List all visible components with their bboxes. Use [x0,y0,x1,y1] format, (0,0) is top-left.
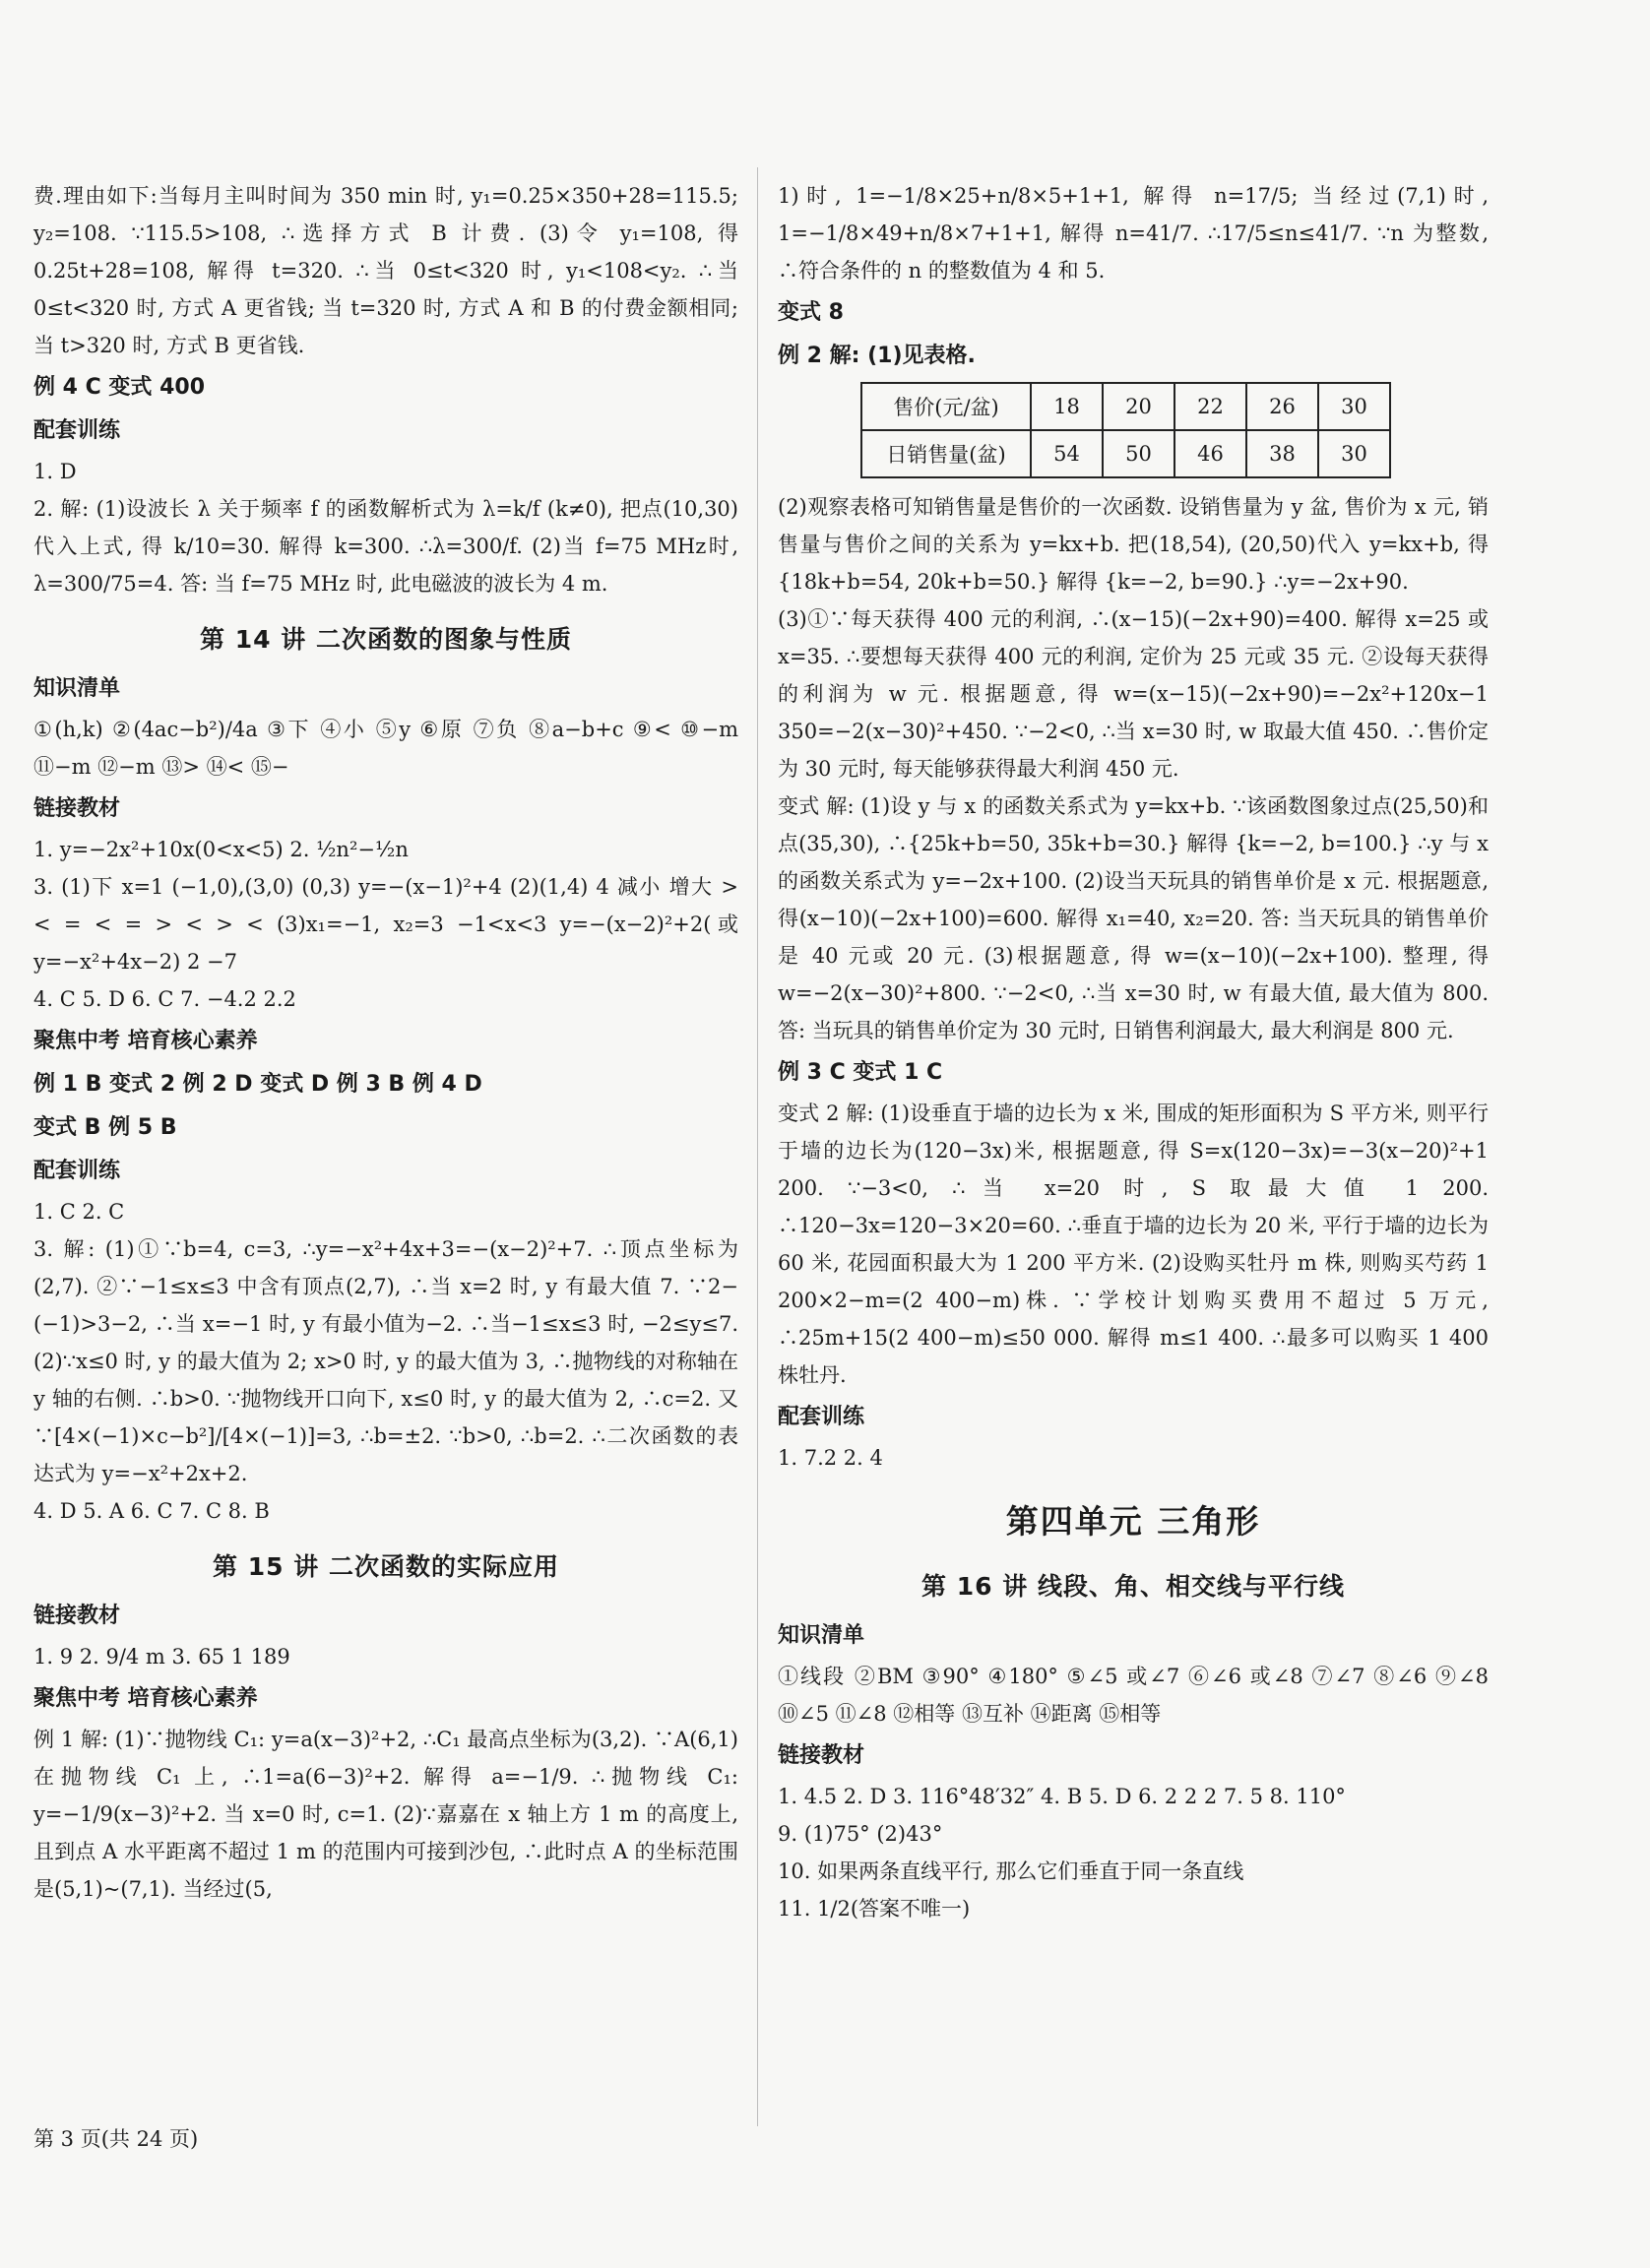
right-column-top [778,177,1489,376]
answer-paragraph: (2)观察表格可知销售量是售价的一次函数. 设销售量为 y 盆, 售价为 x 元, 销售量与售价之间的关系为 y=kx+b. 把(18,54), (20,50)代入 y=kx+b, 得 {18k+b=54, 20k+b=50.} 解得 {k=−2, b=90.} ∴y=−2x+90. [778,495,1489,594]
section-heading: 聚焦中考 培育核心素养 [33,1686,258,1711]
right-column [778,177,1489,1927]
answer-paragraph: 4. D 5. A 6. C 7. C 8. B [33,1499,270,1523]
column-divider [757,167,758,2126]
answer-paragraph: 1. D [33,460,77,483]
table-cell: 20 [1103,383,1174,430]
section-heading: 链接教材 [33,796,121,821]
answer-paragraph: 4. C 5. D 6. C 7. −4.2 2.2 [33,987,296,1011]
answer-paragraph: 变式 解: (1)设 y 与 x 的函数关系式为 y=kx+b. ∵该函数图象过点(25,50)和点(35,30), ∴{25k+b=50, 35k+b=30.} 解得 {k=−2, b=100.} ∴y 与 x 的函数关系式为 y=−2x+100. (2)设当天玩具的销售单价是 x 元. 根据题意, 得(x−10)(−2x+100)=600. 解得 x₁=40, x₂=20. 答: 当天玩具的销售单价是 40 元或 20 元. (3)根据题意, 得 w=(x−10)(−2x+100). 整理, 得 w=−2(x−30)²+800. ∵−2<0, ∴当 x=30 时, w 有最大值, 最大值为 800. 答: 当玩具的销售单价定为 30 元时, 日销售利润最大, 最大利润是 800 元. [778,794,1489,1042]
table-cell: 46 [1174,430,1246,477]
page-footer: 第 3 页(共 24 页) [33,2127,199,2151]
section-heading: 链接教材 [778,1743,865,1768]
section-heading: 知识清单 [778,1623,865,1648]
answer-paragraph: 费.理由如下:当每月主叫时间为 350 min 时, y₁=0.25×350+28=115.5; y₂=108. ∵115.5>108, ∴选择方式 B 计费. (3)令 y₁=108, 得 0.25t+28=108, 解得 t=320. ∴当 0≤t<320 时, y₁<108<y₂. ∴当 0≤t<320 时, 方式 A 更省钱; 当 t=320 时, 方式 A 和 B 的付费金额相同; 当 t>320 时, 方式 B 更省钱. [33,184,738,357]
table-row [861,383,1390,430]
section-heading: 配套训练 [778,1405,865,1429]
answer-paragraph: 9. (1)75° (2)43° [778,1822,943,1846]
lecture-title: 第 14 讲 二次函数的图象与性质 [200,625,572,654]
answer-paragraph: 10. 如果两条直线平行, 那么它们垂直于同一条直线 [778,1859,1244,1883]
answer-paragraph: 1. C 2. C [33,1200,125,1224]
section-heading: 例 3 C 变式 1 C [778,1060,943,1085]
sales-table [860,382,1391,478]
section-heading: 链接教材 [33,1604,121,1628]
answer-paragraph: 3. (1)下 x=1 (−1,0),(3,0) (0,3) y=−(x−1)²+4 (2)(1,4) 4 减小 增大 > < = < = > < > < (3)x₁=−1, x₂=3 −1<x<3 y=−(x−2)²+2(或 y=−x²+4x−2) 2 −7 [33,875,738,974]
answer-paragraph: 11. 1/2(答案不唯一) [778,1897,971,1921]
section-heading: 配套训练 [33,418,121,443]
section-heading: 变式 8 [778,300,844,325]
price-label-cell: 售价(元/盆) [861,383,1031,430]
table-cell: 26 [1246,383,1318,430]
section-heading: 例 2 解: (1)见表格. [778,344,976,368]
section-heading: 知识清单 [33,676,121,701]
table-cell: 18 [1031,383,1103,430]
answer-paragraph: 3. 解: (1)①∵b=4, c=3, ∴y=−x²+4x+3=−(x−2)²+7. ∴顶点坐标为(2,7). ②∵−1≤x≤3 中含有顶点(2,7), ∴当 x=2 时, y 有最大值 7. ∵2−(−1)>3−2, ∴当 x=−1 时, y 有最小值为−2. ∴当−1≤x≤3 时, −2≤y≤7. (2)∵x≤0 时, y 的最大值为 2; x>0 时, y 的最大值为 3, ∴抛物线的对称轴在 y 轴的右侧. ∴b>0. ∵抛物线开口向下, x≤0 时, y 的最大值为 2, ∴c=2. 又∵[4×(−1)×c−b²]/[4×(−1)]=3, ∴b=±2. ∵b>0, ∴b=2. ∴二次函数的表达式为 y=−x²+2x+2. [33,1237,738,1485]
answer-paragraph: 1. 7.2 2. 4 [778,1446,883,1470]
answer-paragraph: ①(h,k) ②(4ac−b²)/4a ③下 ④小 ⑤y ⑥原 ⑦负 ⑧a−b+c ⑨< ⑩−m ⑪−m ⑫−m ⑬> ⑭< ⑮− [33,718,738,779]
sales-label-cell: 日销售量(盆) [861,430,1031,477]
section-heading: 变式 B 例 5 B [33,1115,177,1140]
right-column-bottom [778,488,1489,1927]
answer-paragraph: 2. 解: (1)设波长 λ 关于频率 f 的函数解析式为 λ=k/f (k≠0), 把点(10,30)代入上式, 得 k/10=30. 解得 k=300. ∴λ=300/f. (2)当 f=75 MHz时, λ=300/75=4. 答: 当 f=75 MHz 时, 此电磁波的波长为 4 m. [33,497,738,596]
answer-paragraph: ①线段 ②BM ③90° ④180° ⑤∠5 或∠7 ⑥∠6 或∠8 ⑦∠7 ⑧∠6 ⑨∠8 ⑩∠5 ⑪∠8 ⑫相等 ⑬互补 ⑭距离 ⑮相等 [778,1665,1489,1726]
lecture-title: 第 16 讲 线段、角、相交线与平行线 [921,1572,1345,1601]
table-cell: 30 [1318,383,1390,430]
answer-paragraph: 例 1 解: (1)∵抛物线 C₁: y=a(x−3)²+2, ∴C₁ 最高点坐标为(3,2). ∵A(6,1)在抛物线 C₁ 上, ∴1=a(6−3)²+2. 解得 a=−1/9. ∴抛物线 C₁: y=−1/9(x−3)²+2. 当 x=0 时, c=1. (2)∵嘉嘉在 x 轴上方 1 m 的高度上, 且到点 A 水平距离不超过 1 m 的范围内可接到沙包, ∴此时点 A 的坐标范围是(5,1)~(7,1). 当经过(5, [33,1728,738,1901]
answer-paragraph: 1)时, 1=−1/8×25+n/8×5+1+1, 解得 n=17/5; 当经过(7,1)时, 1=−1/8×49+n/8×7+1+1, 解得 n=41/7. ∴17/5≤n≤41/7. ∵n 为整数, ∴符合条件的 n 的整数值为 4 和 5. [778,184,1489,283]
answer-paragraph: 1. 4.5 2. D 3. 116°48′32″ 4. B 5. D 6. 2 2 2 7. 5 8. 110° [778,1785,1346,1808]
table-cell: 38 [1246,430,1318,477]
section-heading: 配套训练 [33,1159,121,1183]
section-heading: 聚焦中考 培育核心素养 [33,1029,258,1053]
section-heading: 例 1 B 变式 2 例 2 D 变式 D 例 3 B 例 4 D [33,1072,482,1097]
table-cell: 50 [1103,430,1174,477]
table-cell: 30 [1318,430,1390,477]
table-cell: 22 [1174,383,1246,430]
table-cell: 54 [1031,430,1103,477]
answer-paragraph: (3)①∵每天获得 400 元的利润, ∴(x−15)(−2x+90)=400. 解得 x=25 或 x=35. ∴要想每天获得 400 元的利润, 定价为 25 元或 35 元. ②设每天获得的利润为 w 元. 根据题意, 得 w=(x−15)(−2x+90)=−2x²+120x−1 350=−2(x−30)²+450. ∵−2<0, ∴当 x=30 时, w 取最大值 450. ∴售价定为 30 元时, 每天能够获得最大利润 450 元. [778,607,1489,781]
table-row [861,430,1390,477]
left-column [33,177,738,1908]
answer-paragraph: 1. y=−2x²+10x(0<x<5) 2. ½n²−½n [33,838,409,861]
answer-paragraph: 变式 2 解: (1)设垂直于墙的边长为 x 米, 围成的矩形面积为 S 平方米, 则平行于墙的边长为(120−3x)米, 根据题意, 得 S=x(120−3x)=−3(x−20)²+1 200. ∵−3<0, ∴当 x=20 时, S 取最大值 1 200. ∴120−3x=120−3×20=60. ∴垂直于墙的边长为 20 米, 平行于墙的边长为 60 米, 花园面积最大为 1 200 平方米. (2)设购买牡丹 m 株, 则购买芍药 1 200×2−m=(2 400−m)株. ∵学校计划购买费用不超过 5 万元, ∴25m+15(2 400−m)≤50 000. 解得 m≤1 400. ∴最多可以购买 1 400 株牡丹. [778,1102,1489,1387]
answer-paragraph: 1. 9 2. 9/4 m 3. 65 1 189 [33,1645,290,1669]
unit-title: 第四单元 三角形 [1005,1502,1261,1541]
section-heading: 例 4 C 变式 400 [33,375,206,400]
lecture-title: 第 15 讲 二次函数的实际应用 [213,1552,559,1581]
